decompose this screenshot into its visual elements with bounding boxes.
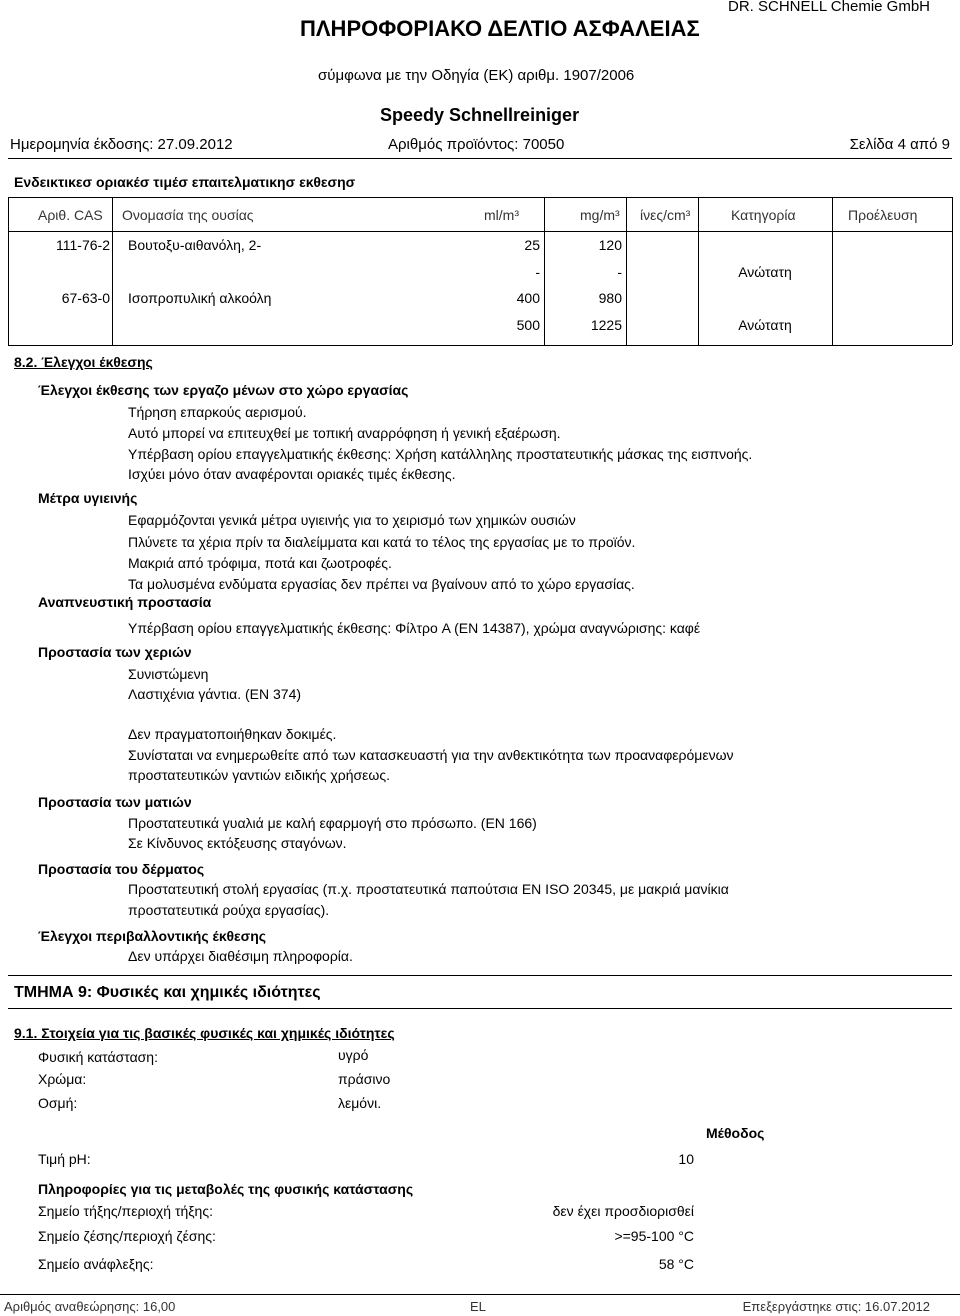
table-border [8,197,9,345]
text-line: Τα μολυσμένα ενδύματα εργασίας δεν πρέπει να βγαίνουν από το χώρο εργασίας. [128,576,635,592]
table-cell-name: Βουτοξυ-αιθανόλη, 2- [128,237,262,253]
text-line: προστατευτικών γαντιών ειδικής χρήσεως. [128,767,390,783]
property-label: Σημείο τήξης/περιοχή τήξης: [38,1203,213,1219]
table-border [698,197,699,345]
table-border [112,197,113,345]
column-header: Κατηγορία [731,207,796,223]
environment-heading: Έλεγχοι περιβαλλοντικής έκθεσης [38,928,267,944]
table-border [626,197,627,345]
state-change-heading: Πληροφορίες για τις μεταβολές της φυσικής κατάστασης [38,1181,414,1197]
table-cell-category: Ανώτατη [738,317,792,333]
table-cell-ml: 25 [524,237,540,253]
header-divider [8,158,952,159]
hygiene-heading: Μέτρα υγιεινής [38,490,138,506]
table-cell-name: Ισοπροπυλική αλκοόλη [128,290,272,306]
table-cell-mg: 120 [598,237,622,253]
limits-heading: Ενδεικτικεσ οριακέσ τιμέσ επαιτελματικησ εκθεσησ [14,174,356,190]
table-cell-category: Ανώτατη [738,264,792,280]
property-value: >=95-100 °C [614,1228,694,1244]
column-header: Ονομασία της ουσίας [122,207,254,223]
property-label: Φυσική κατάσταση: [38,1049,158,1065]
table-cell-ml: 500 [516,317,540,333]
table-top-border [8,197,952,198]
page-number: Σελίδα 4 από 9 [849,136,950,153]
column-header: Αριθ. CAS [38,207,103,223]
text-line: Προστατευτική στολή εργασίας (π.χ. προστατευτικά παπούτσια EN ISO 20345, με μακριά μανίκια [128,881,729,897]
text-line: Προστατευτικά γυαλιά με καλή εφαρμογή στο πρόσωπο. (EN 166) [128,815,537,831]
column-header: ίνες/cm³ [640,207,691,223]
table-border [952,197,953,345]
company-name: DR. SCHNELL Chemie GmbH [728,0,930,15]
section-9-heading: ΤΜΗΜΑ 9: Φυσικές και χημικές ιδιότητες [14,984,321,1001]
section-9-1-heading: 9.1. Στοιχεία για τις βασικές φυσικές και χημικές ιδιότητες [14,1025,395,1041]
property-label: Σημείο ανάφλεξης: [38,1256,154,1272]
table-header-border [8,231,952,232]
text-line: Σε Κίνδυνος εκτόξευσης σταγόνων. [128,835,347,851]
text-line: Υπέρβαση ορίου επαγγελματικής έκθεσης: Χρήση κατάλληλης προστατευτικής μάσκας της εισπνοής. [128,446,753,462]
processed-date: Επεξεργάστηκε στις: 16.07.2012 [742,1299,930,1314]
text-line: προστατευτικά ρούχα εργασίας). [128,902,330,918]
column-header: ml/m³ [484,207,519,223]
respiratory-heading: Αναπνευστική προστασία [38,594,212,610]
section-8-2-heading: 8.2. Έλεγχοι έκθεσης [14,354,153,370]
table-cell-mg: 980 [598,290,622,306]
eyes-heading: Προστασία των ματιών [38,794,192,810]
workplace-heading: Έλεγχοι έκθεσης των εργαζο μένων στο χώρο εργασίας [38,382,409,398]
text-line: Συνιστώμενη [128,666,209,682]
property-label: Οσμή: [38,1095,78,1111]
product-number: Αριθμός προϊόντος: 70050 [388,136,565,153]
hands-heading: Προστασία των χεριών [38,644,192,660]
text-line: Συνίσταται να ενημερωθείτε από των κατασκευαστή για την ανθεκτικότητα των προαναφερόμενων [128,747,734,763]
property-label: Τιμή pH: [38,1151,91,1167]
language-code: EL [470,1299,486,1314]
property-value: υγρό [338,1047,369,1063]
product-name: Speedy Schnellreiniger [380,105,580,125]
text-line: Ισχύει μόνο όταν αναφέρονται οριακές τιμές έκθεσης. [128,466,456,482]
method-header: Μέθοδος [706,1125,765,1141]
property-label: Σημείο ζέσης/περιοχή ζέσης: [38,1228,216,1244]
property-value: 10 [678,1151,694,1167]
revision-number: Αριθμός αναθεώρησης: 16,00 [4,1299,176,1314]
section-divider [8,975,952,976]
property-value: 58 °C [658,1256,694,1272]
text-line: Δεν υπάρχει διαθέσιμη πληροφορία. [128,948,353,964]
text-line: Αυτό μπορεί να επιτευχθεί με τοπική αναρρόφηση ή γενική εξαέρωση. [128,425,561,441]
text-line: Μακριά από τρόφιμα, ποτά και ζωοτροφές. [128,555,392,571]
table-cell-ml: - [535,264,540,280]
skin-heading: Προστασία του δέρματος [38,861,205,877]
table-cell-mg: - [617,264,622,280]
table-cell-cas: 111-76-2 [56,237,110,253]
footer-divider [0,1294,960,1295]
text-line: Λαστιχένια γάντια. (EN 374) [128,686,302,702]
text-line: Τήρηση επαρκούς αερισμού. [128,404,307,420]
text-line: Εφαρμόζονται γενικά μέτρα υγιεινής για το χειρισμό των χημικών ουσιών [128,512,576,528]
text-line: Υπέρβαση ορίου επαγγελματικής έκθεσης: Φίλτρο A (EN 14387), χρώμα αναγνώρισης: καφέ [128,620,701,636]
table-border [544,197,545,345]
text-line: Δεν πραγματοποιήθηκαν δοκιμές. [128,726,337,742]
property-value: δεν έχει προσδιορισθεί [552,1203,694,1219]
table-border [832,197,833,345]
section-divider [8,1008,952,1009]
issue-date: Ημερομηνία έκδοσης: 27.09.2012 [10,136,233,153]
text-line: Πλύνετε τα χέρια πρίν τα διαλείμματα και κατά το τέλος της εργασίας με το προϊόν. [128,534,636,550]
table-cell-ml: 400 [516,290,540,306]
column-header: Προέλευση [848,207,918,223]
table-cell-cas: 67-63-0 [61,290,110,306]
document-title: ΠΛΗΡΟΦΟΡΙΑΚΟ ΔΕΛΤΙΟ ΑΣΦΑΛΕΙΑΣ [300,16,700,41]
property-value: πράσινο [338,1071,391,1087]
column-header: mg/m³ [580,207,620,223]
table-bottom-border [8,345,952,346]
regulation-line: σύμφωνα με την Οδηγία (ΕΚ) αριθμ. 1907/2006 [318,67,635,84]
property-label: Χρώμα: [38,1071,87,1087]
property-value: λεμόνι. [338,1095,382,1111]
table-cell-mg: 1225 [590,317,622,333]
